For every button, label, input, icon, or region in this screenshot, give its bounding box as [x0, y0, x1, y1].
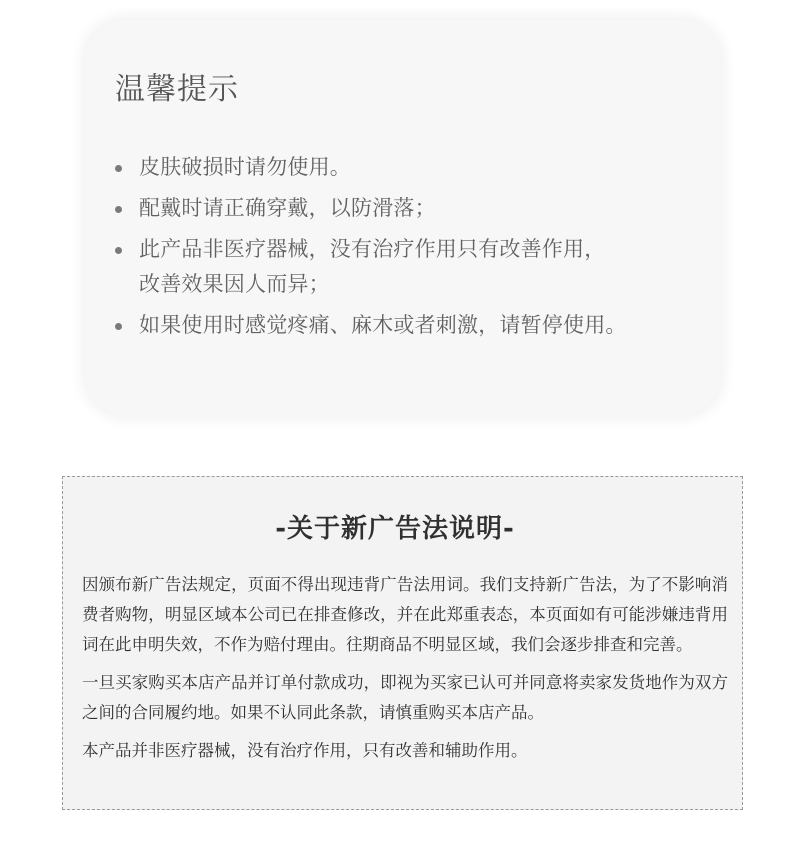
tips-item [115, 191, 715, 226]
tips-item [115, 308, 715, 343]
bullet-icon [115, 323, 122, 330]
tips-list [115, 150, 715, 349]
bullet-icon [115, 247, 122, 254]
bullet-icon [115, 206, 122, 213]
tips-item-text: 配戴时请正确穿戴，以防滑落； [139, 196, 436, 220]
tips-item [115, 150, 715, 185]
notice-body [82, 570, 728, 774]
tips-item [115, 232, 715, 302]
bullet-icon [115, 165, 122, 172]
notice-paragraph: 本产品并非医疗器械，没有治疗作用，只有改善和辅助作用。 [82, 741, 528, 760]
tips-title: 温馨提示 [115, 72, 239, 107]
notice-paragraph: 一旦买家购买本店产品并订单付款成功，即视为买家已认可并同意将卖家发货地作为双方之间的合同履约地。如果不认同此条款，请慎重购买本店产品。 [82, 673, 728, 722]
tips-item-text-continued: 改善效果因人而异； [139, 272, 330, 296]
notice-title: -关于新广告法说明- [275, 514, 515, 544]
tips-item-text: 皮肤破损时请勿使用。 [139, 155, 351, 179]
tips-item-text: 此产品非医疗器械，没有治疗作用只有改善作用， [139, 237, 606, 261]
notice-paragraph: 因颁布新广告法规定，页面不得出现违背广告法用词。我们支持新广告法，为了不影响消费者购物，明显区域本公司已在排查修改，并在此郑重表态，本页面如有可能涉嫌违背用词在此申明失效，不作为赔付理由。往期商品不明显区域，我们会逐步排查和完善。 [82, 575, 728, 654]
tips-item-text: 如果使用时感觉疼痛、麻木或者刺激，请暂停使用。 [139, 313, 627, 337]
